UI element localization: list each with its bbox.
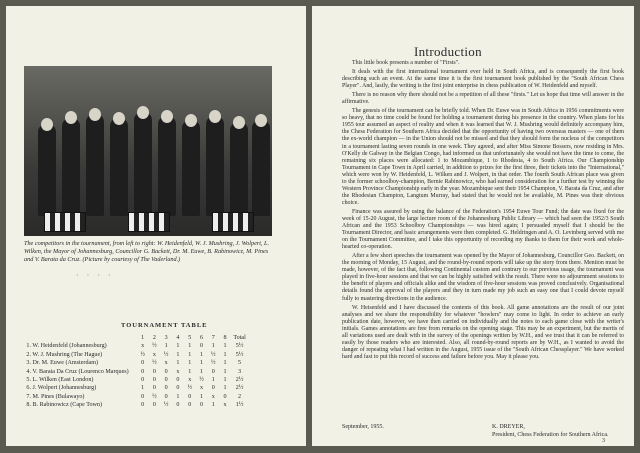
score-cell: 1 — [199, 393, 204, 400]
score-cell: x — [223, 402, 227, 409]
score-cell: 1 — [211, 402, 215, 409]
score-cell: 1 — [223, 343, 227, 350]
score-cell: 1½ — [235, 402, 244, 409]
score-cell: 0 — [211, 368, 215, 375]
score-cell: 5½ — [235, 351, 244, 358]
score-cell: 1 — [176, 393, 180, 400]
table-header-cell: 1 — [141, 335, 145, 341]
score-cell: x — [176, 368, 180, 375]
score-cell: 1 — [188, 343, 192, 350]
score-cell: ½ — [211, 351, 216, 358]
author-name: K. DREYER, — [492, 424, 525, 430]
paragraph: This little book presents a number of "Firsts". — [352, 60, 460, 66]
score-cell: 1 — [176, 351, 180, 358]
score-cell: 1 — [188, 360, 192, 367]
score-cell: 1 — [223, 351, 227, 358]
score-cell: x — [211, 393, 215, 400]
score-cell: x — [164, 360, 168, 367]
score-cell: 0 — [152, 402, 156, 409]
score-cell: 1 — [199, 351, 204, 358]
table-header-cell: Total — [233, 335, 246, 341]
score-cell: 1 — [211, 377, 215, 384]
page-title: Introduction — [414, 44, 482, 59]
player-name: 7. M. Pines (Bulawayo) — [26, 393, 85, 400]
table-header-cell: 6 — [199, 335, 204, 341]
score-cell: 0 — [164, 368, 168, 375]
score-cell: 3 — [238, 368, 242, 375]
player-name: 8. B. Rabinowicz (Cape Town) — [26, 402, 103, 409]
score-cell: 0 — [199, 343, 204, 350]
paragraph: Finance was assured by using the balance of the Federation's 1954 Euwe Tour Fund; the date was fixed for the week of 15-20 August, the large lecture room of the Johannesburg Public Library — which had seen the 1952/3 South African and the 1953 Schoolboy Championships — was hired again; I persuaded myself that I should be the Tournament Director, and basic arrangements were then completed. G. Heldringen and A. O. Levinberg served with me on the Tournament Committee, and I take this opportunity of recording my thanks to them for their work and whole-hearted co-operation. — [342, 208, 624, 251]
score-cell: 1 — [176, 360, 180, 367]
competitors-photo — [24, 66, 272, 236]
score-cell: ½ — [187, 385, 193, 392]
player-name: 1. W. Heidenfeld (Johannesburg) — [26, 343, 107, 350]
table-row — [24, 376, 248, 384]
paragraph: W. Heisenfeld and I have discussed the contents of this book. All game annotations are the result of our joint analyses and we share the responsibility for whatever "howlers" may come to light. In order to achieve an early publication date, however, we have then carried on individually and the notes to each game close with the writer's initials. Games annotations are free from remarks on the opening stage. This may be an experiment, but the merits of all variations used are dealt with in the survey of the openings written by W.H., and we trust that it can be referred to easily by those readers who are interested. Also, all round-by-round reports are by W.H., as I wanted to avoid the danger of repeating what I had written in the August, 1955 issue of the "South African Chessplayer." We have worked hard and fast to put this record of success and failure before you. May it please you. — [342, 304, 624, 360]
score-cell: 0 — [164, 385, 168, 392]
signature-date: September, 1955. — [342, 424, 384, 430]
score-cell: 1 — [188, 368, 192, 375]
score-cell: x — [199, 385, 204, 392]
page-number: 3 — [602, 438, 605, 444]
introduction-text — [342, 60, 624, 363]
paragraph: It deals with the first international tournament ever held in South Africa, and is consequently the first book describing such an event. At the same time it is the first tournament book published by the "South African Chess Player". And, lastly, the writing is the first joint enterprise in chess publication of W. Heidenfeld and myself. — [342, 69, 624, 90]
player-name: 2. W. J. Mushring (The Hague) — [26, 351, 103, 358]
score-cell: 1 — [188, 351, 192, 358]
score-cell: 0 — [199, 402, 204, 409]
score-cell: x — [188, 377, 192, 384]
score-cell: 0 — [188, 402, 192, 409]
score-cell: 0 — [176, 402, 180, 409]
score-cell: ½ — [211, 360, 216, 367]
score-cell: 1 — [223, 377, 227, 384]
score-cell: 1 — [223, 360, 227, 367]
score-cell: 2 — [238, 393, 242, 400]
score-cell: ½ — [152, 360, 157, 367]
score-cell: ½ — [152, 343, 157, 350]
table-header-cell: 8 — [223, 335, 227, 341]
author-position: President, Chess Federation for Southern Africa. — [492, 432, 609, 438]
score-cell: 0 — [211, 385, 215, 392]
score-cell: ½ — [163, 402, 169, 409]
player-name: 3. Dr. M. Euwe (Amsterdam) — [26, 360, 98, 367]
paragraph: After a few short speeches the tournament was opened by the Mayor of Johannesburg, Councillor Geo. Backett, on the morning of Monday, 15 August, and the round-by-round reports will take up the story from there. Mention must be made, however, of the fact that, following Continental custom and contrary to our previous usage, the tournament was played in five-hour sessions and that we can be highly satisfied with the result. There were no adjournment sessions to the benefit of players and officials alike and the wisdom of five-hour sessions was proved conclusively. Organisational details found the approval of the players and they in turn made my job such an easy one that I could devote myself fully to mastering directions in the audience. — [342, 253, 624, 302]
score-cell: 0 — [141, 393, 145, 400]
score-cell: 0 — [141, 360, 145, 367]
paragraph: There is no reason why there should not be a repetition of all these "firsts." Let us hope that time will answer in the affirmative. — [342, 92, 624, 106]
score-cell: 0 — [152, 377, 156, 384]
player-name: 5. L. Wilken (East London) — [26, 377, 94, 384]
score-cell: 1 — [141, 385, 145, 392]
score-cell: 0 — [188, 393, 192, 400]
score-cell: 2½ — [235, 385, 244, 392]
score-cell: ½ — [140, 351, 145, 358]
score-cell: ½ — [163, 351, 169, 358]
table-row — [24, 351, 248, 359]
paragraph: The genesis of the tournament can be briefly told. When Dr. Euwe was in South Africa in 1956 commitments were so heavy, that no time could be found for holding a tournament during his presence in the country. When plans for his 1955 tour assumed an aspect of reality and when it was learned that W. J. Mushring would definitely accompany him, the Chess Federation for Southern Africa decided that the opportunity of having two overseas masters — one of them the ex-world champion — in the Union should not be missed and that they should form the nucleus of the competitors in a tournament lasting seven rounds in one week. They agreed, and after Miss Simone Bossers, now residing in Mrs. O'Kelly de Galway in the Belgian Congo, had informed us that unfortunately she would not have the time to come, the remaining six places were allocated: 1 to Mozambique, 1 to Rhodesia, 4 to South Africa. Our Championship Tournament in Cape Town in April carried, in addition to prizes for the first three, their tickets into the "International," which were won by W. Heidenfeld, L. Wilken and J. Wolpert, in that order. The fourth South African place was given to the former schoolboy-champion, Bernie Rabinowicz, who had earned consideration for a further test by winning the Western Province Championship early in the year. Mozambique sent their 1954 Champion, V. Barata da Cruz, and after the Rhodesian Champion, Langtum Murray, had stated that he would not be available, M. Pines was their obvious choice. — [342, 108, 624, 206]
divider: · · · · — [76, 271, 114, 280]
player-name: 4. V. Barata Da Cruz (Lourenco Marques) — [26, 368, 129, 375]
score-cell: 0 — [164, 377, 168, 384]
score-cell: 1 — [223, 368, 227, 375]
score-cell: 0 — [176, 385, 180, 392]
score-cell: 1 — [176, 343, 180, 350]
score-cell: 0 — [141, 368, 145, 375]
score-cell: 2½ — [235, 377, 244, 384]
right-page — [312, 6, 634, 446]
score-cell: 0 — [152, 385, 156, 392]
tournament-table-title: TOURNAMENT TABLE — [121, 322, 208, 329]
score-cell: 0 — [176, 377, 180, 384]
table-header-cell: 3 — [164, 335, 168, 341]
tournament-table — [24, 334, 248, 410]
left-page — [6, 6, 306, 446]
table-row — [24, 359, 248, 367]
table-row — [24, 384, 248, 392]
score-cell: 5 — [238, 360, 242, 367]
score-cell: 0 — [223, 393, 227, 400]
score-cell: x — [141, 343, 145, 350]
score-cell: ½ — [199, 377, 204, 384]
table-header-row — [24, 334, 248, 342]
table-header-cell — [24, 334, 137, 342]
score-cell: 1 — [164, 343, 168, 350]
table-header-cell: 5 — [188, 335, 192, 341]
score-cell: x — [152, 351, 156, 358]
score-cell: 1 — [199, 368, 204, 375]
table-row — [24, 393, 248, 401]
table-row — [24, 401, 248, 409]
score-cell: 0 — [164, 393, 168, 400]
score-cell: 1 — [199, 360, 204, 367]
score-cell: 0 — [141, 402, 145, 409]
table-header-cell: 2 — [152, 335, 156, 341]
table-row — [24, 368, 248, 376]
score-cell: ½ — [152, 393, 157, 400]
score-cell: 1 — [223, 385, 227, 392]
photo-caption: The competitors in the tournament, from left to right: W. Heidenfeld, W. J. Mushring, J. Wolpert, L. Wilken, the Mayor of Johannesburg, Councillor G. Backett, Dr. M. Euwe, B. Rabinowicz, M. Pines and V. Barata da Cruz. (Picture by courtesy of The Vaderland.) — [24, 240, 270, 264]
score-cell: 1 — [211, 343, 215, 350]
table-header-cell: 7 — [211, 335, 215, 341]
score-cell: 0 — [152, 368, 156, 375]
player-name: 6. J. Wolpert (Johannesburg) — [26, 385, 97, 392]
score-cell: 0 — [141, 377, 145, 384]
score-cell: 5½ — [235, 343, 244, 350]
table-header-cell: 4 — [176, 335, 180, 341]
table-row — [24, 342, 248, 350]
